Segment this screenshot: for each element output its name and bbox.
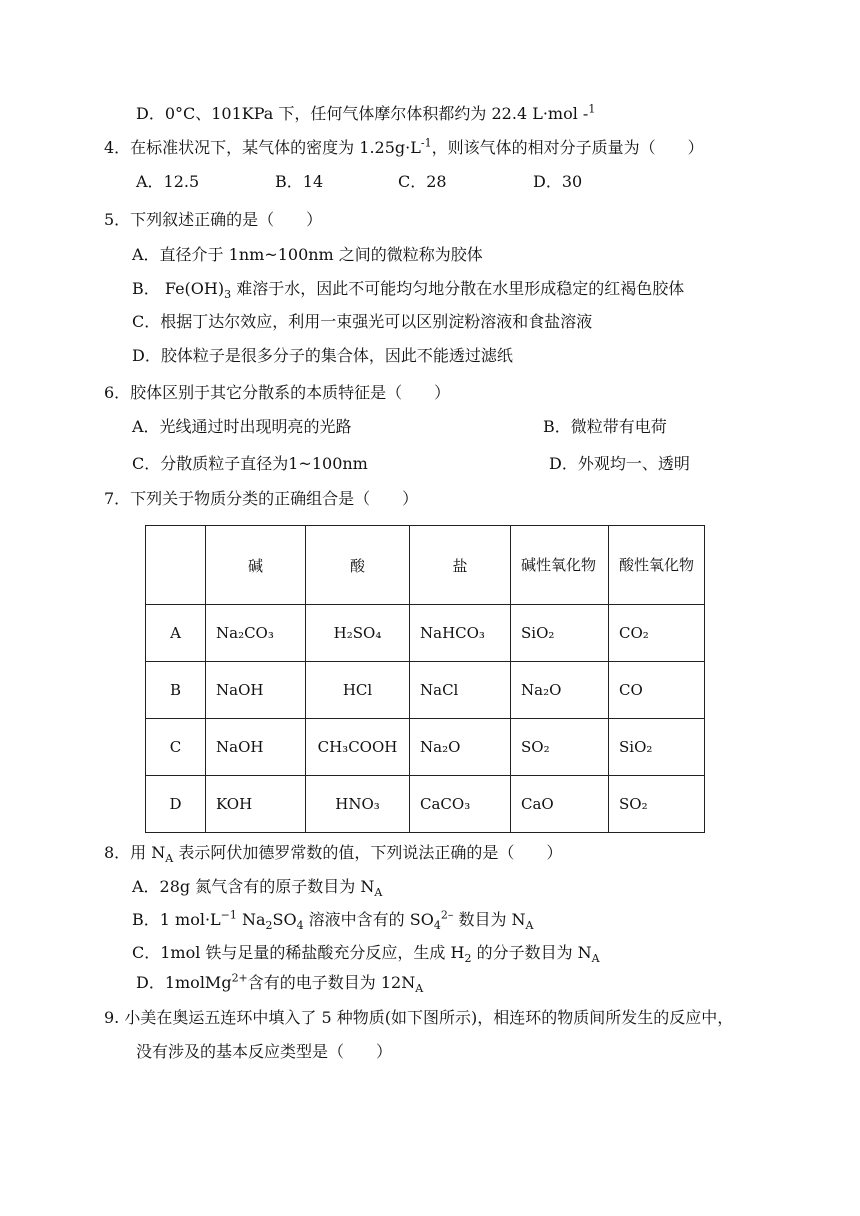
- table-row: [146, 776, 705, 833]
- cell-salt: NaCl: [410, 662, 511, 719]
- q5-option-a: A．直径介于 1nm~100nm 之间的微粒称为胶体: [132, 245, 483, 264]
- q8-option-c: C．1mol 铁与足量的稀盐酸充分反应，生成 $H_2$ 的分子数目为 $N_A$: [132, 943, 600, 966]
- cell-salt: CaCO₃: [410, 776, 511, 833]
- q6-option-d: D．外观均一、透明: [549, 454, 690, 473]
- header-salt: 盐: [410, 526, 511, 605]
- cell-acidic-oxide: SO₂: [609, 776, 705, 833]
- cell-salt: NaHCO₃: [410, 605, 511, 662]
- q8-stem: 8．用 $N_A$ 表示阿伏加德罗常数的值，下列说法正确的是（ ）: [104, 843, 563, 866]
- q4-option-c: C．28: [398, 172, 447, 191]
- q5-option-d: D．胶体粒子是很多分子的集合体，因此不能透过滤纸: [132, 346, 513, 365]
- cell-base: Na₂CO₃: [206, 605, 306, 662]
- q5-stem: 5．下列叙述正确的是（ ）: [104, 210, 323, 229]
- row-label: C: [146, 719, 206, 776]
- q6-option-a: A．光线通过时出现明亮的光路: [132, 417, 352, 436]
- row-label: D: [146, 776, 206, 833]
- q5-option-b: B． $Fe(OH)_3$ 难溶于水，因此不可能均匀地分散在水里形成稳定的红褐色胶体: [132, 279, 685, 302]
- cell-basic-oxide: CaO: [511, 776, 609, 833]
- cell-acid: HNO₃: [306, 776, 410, 833]
- table-row: [146, 719, 705, 776]
- q6-stem: 6．胶体区别于其它分散系的本质特征是（ ）: [104, 383, 451, 402]
- header-acid: 酸: [306, 526, 410, 605]
- cell-acidic-oxide: CO: [609, 662, 705, 719]
- q6-option-c: C．分散质粒子直径为1~100nm: [132, 454, 368, 473]
- q4-option-b: B．14: [275, 172, 324, 191]
- q8-option-b: B．1 $mol\cdot L^{-1}$ $Na_2SO_4$ 溶液中含有的 $SO_4^{2-}$ 数目为 $N_A$: [132, 908, 534, 933]
- cell-acid: H₂SO₄: [306, 605, 410, 662]
- cell-basic-oxide: Na₂O: [511, 662, 609, 719]
- q4-option-d: D．30: [533, 172, 583, 191]
- cell-base: KOH: [206, 776, 306, 833]
- cell-base: NaOH: [206, 662, 306, 719]
- cell-basic-oxide: SO₂: [511, 719, 609, 776]
- header-acidic-oxide: 酸性氧化物: [609, 526, 705, 605]
- cell-acidic-oxide: CO₂: [609, 605, 705, 662]
- cell-acidic-oxide: SiO₂: [609, 719, 705, 776]
- table-row: [146, 662, 705, 719]
- cell-acid: HCl: [306, 662, 410, 719]
- header-basic-oxide: 碱性氧化物: [511, 526, 609, 605]
- cell-basic-oxide: SiO₂: [511, 605, 609, 662]
- row-label: A: [146, 605, 206, 662]
- q8-option-d: D．1molMg$^{2+}$含有的电子数目为 $12N_A$: [136, 971, 424, 996]
- q9-line-2: 没有涉及的基本反应类型是（ ）: [136, 1042, 393, 1061]
- q9-line-1: 9. 小美在奥运五连环中填入了 5 种物质(如下图所示)，相连环的物质间所发生的反应中，: [104, 1008, 734, 1027]
- row-label: B: [146, 662, 206, 719]
- q5-option-c: C．根据丁达尔效应，利用一束强光可以区别淀粉溶液和食盐溶液: [132, 312, 593, 331]
- q4-stem: 4．在标准状况下，某气体的密度为 $1.25g\cdot L^{-1}$，则该气体的相对分子质量为（ ）: [104, 136, 704, 157]
- table-corner-cell: [146, 526, 206, 605]
- table-row: [146, 605, 705, 662]
- cell-salt: Na₂O: [410, 719, 511, 776]
- q6-option-b: B．微粒带有电荷: [543, 417, 667, 436]
- q4-option-a: A．12.5: [136, 172, 200, 191]
- q3-option-d: D．0°C、101KPa 下，任何气体摩尔体积都约为 22.4 L·mol -$^1$: [136, 102, 596, 123]
- header-base: 碱: [206, 526, 306, 605]
- table-header-row: [146, 526, 705, 605]
- classification-table: [145, 525, 705, 833]
- cell-base: NaOH: [206, 719, 306, 776]
- q7-stem: 7．下列关于物质分类的正确组合是（ ）: [104, 489, 419, 508]
- q8-option-a: A．28g 氮气含有的原子数目为 $N_A$: [132, 877, 383, 900]
- cell-acid: CH₃COOH: [306, 719, 410, 776]
